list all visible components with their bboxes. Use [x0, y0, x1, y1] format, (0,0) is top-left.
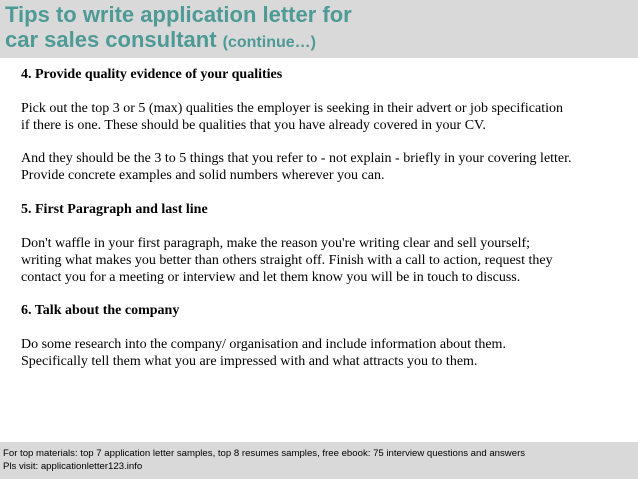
title-bar	[0, 0, 638, 58]
paragraph-line: Don't waffle in your first paragraph, make the reason you're writing clear and sell yourself;	[21, 236, 531, 251]
paragraph-line: Do some research into the company/ organisation and include information about them.	[21, 337, 506, 352]
paragraph-line: Provide concrete examples and solid numbers wherever you can.	[21, 168, 385, 183]
section-heading-company: 6. Talk about the company	[21, 303, 180, 318]
footer-website-line: Pls visit: applicationletter123.info	[3, 461, 143, 472]
footer-bar	[0, 442, 638, 479]
paragraph-line: contact you for a meeting or interview and let them know you will be in touch to discuss.	[21, 270, 521, 285]
footer-text	[3, 447, 525, 473]
paragraph-line: writing what makes you better than others straight off. Finish with a call to action, request they	[21, 253, 553, 268]
paragraph-line: Specifically tell them what you are impressed with and what attracts you to them.	[21, 354, 478, 369]
paragraph-line: if there is one. These should be qualities that you have already covered in your CV.	[21, 118, 486, 133]
slide-body	[21, 66, 626, 370]
footer-materials-line: For top materials: top 7 application letter samples, top 8 resumes samples, free ebook: 75 interview questions and answers	[3, 448, 526, 459]
slide-title-main: car sales consultant	[5, 27, 223, 52]
slide-title	[5, 2, 352, 55]
section-heading-quality-evidence: 4. Provide quality evidence of your qualities	[21, 67, 283, 82]
slide-title-line-2	[5, 27, 352, 55]
section-heading-first-paragraph: 5. First Paragraph and last line	[21, 202, 208, 217]
paragraph-top-qualities	[21, 100, 626, 134]
slide-title-continue-note: (continue…)	[222, 34, 316, 51]
paragraph-first-paragraph-advice	[21, 235, 626, 286]
paragraph-line: Pick out the top 3 or 5 (max) qualities the employer is seeking in their advert or job specification	[21, 101, 563, 116]
slide-title-line-1: Tips to write application letter for	[5, 2, 352, 27]
paragraph-three-to-five-things	[21, 150, 626, 184]
paragraph-line: And they should be the 3 to 5 things that you refer to - not explain - briefly in your covering letter.	[21, 151, 572, 166]
paragraph-company-research	[21, 336, 626, 370]
